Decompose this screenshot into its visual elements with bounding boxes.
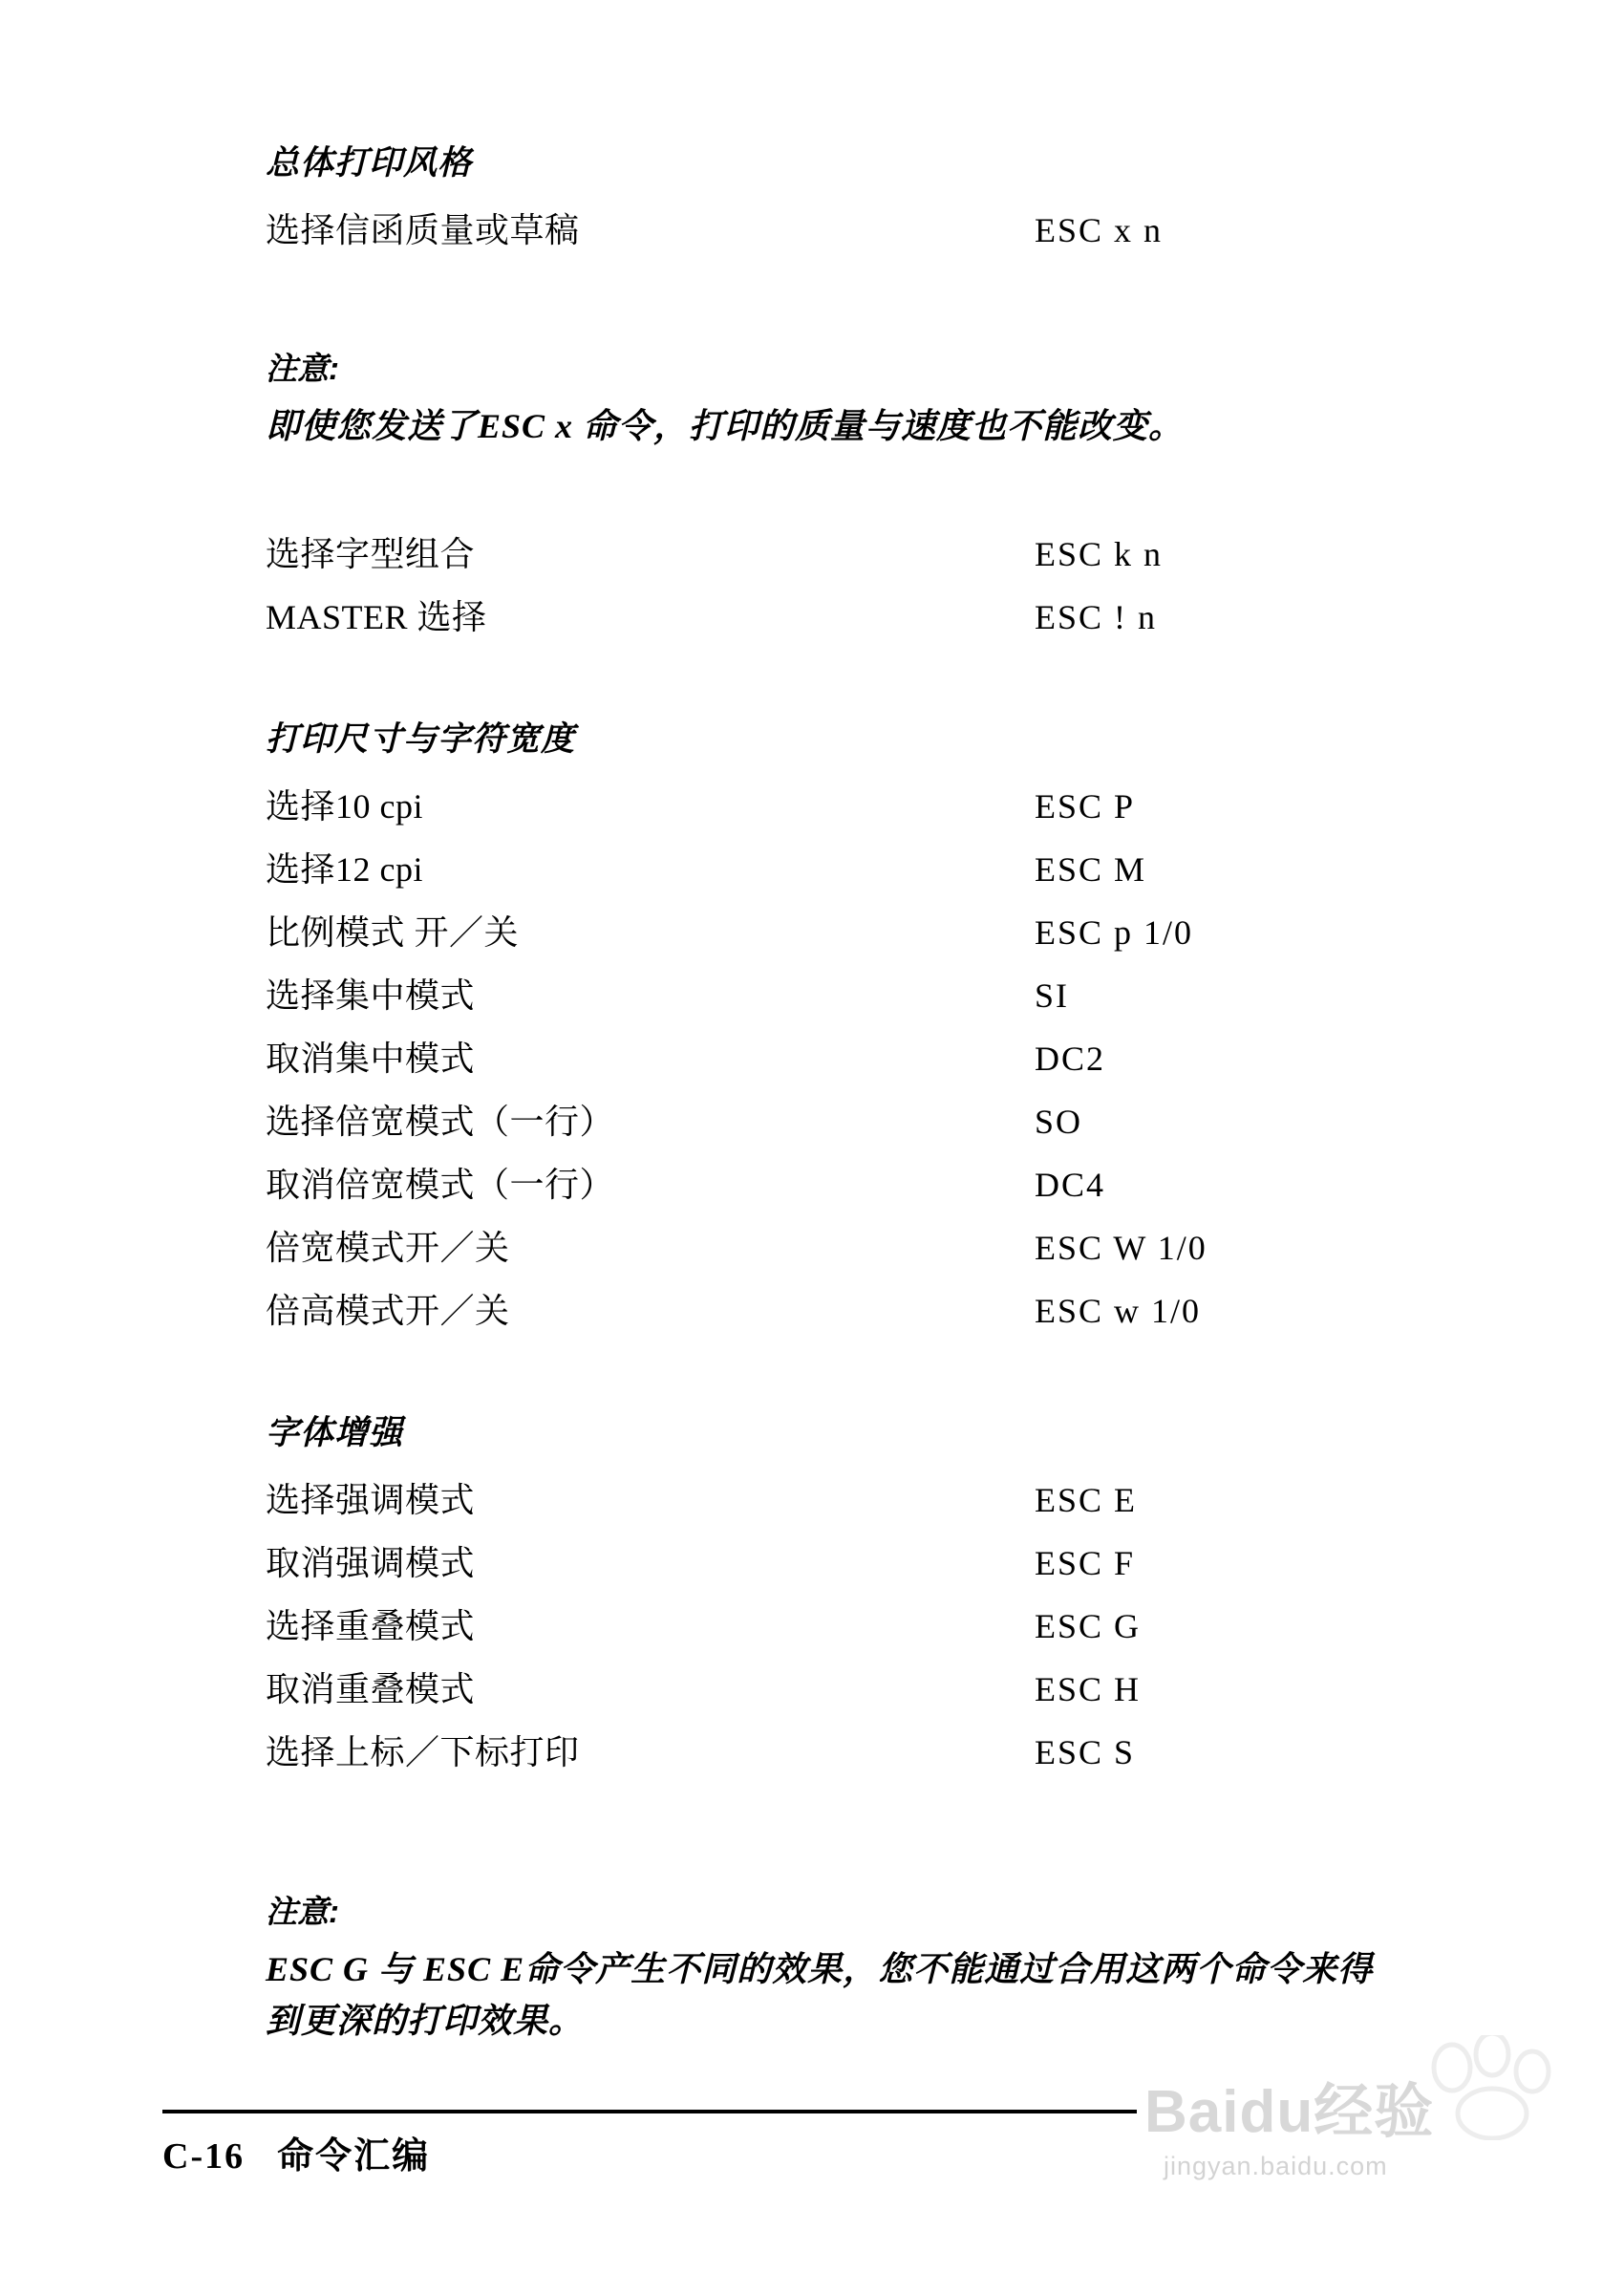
command-code: ESC F <box>1035 1544 1136 1582</box>
note-block-1 <box>266 344 1393 452</box>
command-row <box>266 1595 1393 1658</box>
command-label: 选择信函质量或草稿 <box>266 211 580 249</box>
command-label: 倍宽模式开／关 <box>266 1229 510 1267</box>
command-row <box>266 586 1393 649</box>
command-row <box>266 199 1393 262</box>
command-code: SO <box>1035 1103 1083 1141</box>
command-label: 选择12 cpi <box>266 850 423 889</box>
command-code: ESC M <box>1035 850 1147 889</box>
note-title: 注意: <box>266 1894 339 1929</box>
command-row <box>266 1532 1393 1595</box>
section-overall-print-style <box>266 143 1393 262</box>
command-code: ESC w 1/0 <box>1035 1292 1202 1330</box>
section-font-enhancement <box>266 1413 1393 1784</box>
command-label: 取消倍宽模式（一行） <box>266 1166 615 1204</box>
command-row <box>266 901 1393 964</box>
command-row <box>266 1216 1393 1279</box>
command-label: 选择重叠模式 <box>266 1607 476 1645</box>
spacer <box>266 1784 1393 1855</box>
command-code: DC2 <box>1035 1040 1106 1078</box>
command-label: 选择字型组合 <box>266 535 476 573</box>
command-row <box>266 838 1393 901</box>
command-code: ESC ! n <box>1035 598 1158 636</box>
command-code: ESC G <box>1035 1607 1142 1645</box>
spacer <box>266 1342 1393 1413</box>
spacer <box>266 262 1393 311</box>
command-label: 取消重叠模式 <box>266 1670 476 1708</box>
spacer <box>266 452 1393 523</box>
command-row <box>266 1658 1393 1721</box>
command-code: ESC p 1/0 <box>1035 913 1194 952</box>
command-label: 取消集中模式 <box>266 1040 476 1078</box>
note-body: 即使您发送了ESC x 命令，打印的质量与速度也不能改变。 <box>266 407 1185 445</box>
command-label: 比例模式 开／关 <box>266 913 520 952</box>
note-title: 注意: <box>266 351 339 386</box>
command-row <box>266 1153 1393 1216</box>
command-label: 倍高模式开／关 <box>266 1292 510 1330</box>
paw-print-icon <box>1423 2035 1567 2140</box>
command-code: ESC H <box>1035 1670 1142 1708</box>
command-code: DC4 <box>1035 1166 1106 1204</box>
note-block-2 <box>266 1887 1393 2047</box>
section-heading: 总体打印风格 <box>266 144 473 182</box>
command-row <box>266 1090 1393 1153</box>
command-code: ESC W 1/0 <box>1035 1229 1207 1267</box>
command-row <box>266 775 1393 838</box>
command-code: ESC x n <box>1035 211 1164 249</box>
section-heading: 打印尺寸与字符宽度 <box>266 720 576 758</box>
command-code: ESC P <box>1035 787 1136 826</box>
command-row <box>266 1027 1393 1090</box>
group-font-selection <box>266 523 1393 649</box>
section-heading: 字体增强 <box>266 1414 404 1451</box>
command-label: MASTER 选择 <box>266 598 487 636</box>
footer <box>162 2126 430 2178</box>
command-code: ESC k n <box>1035 535 1164 573</box>
spacer <box>266 649 1393 719</box>
command-row <box>266 964 1393 1027</box>
watermark <box>1137 2035 1586 2226</box>
command-code: ESC S <box>1035 1733 1136 1771</box>
command-label: 选择上标／下标打印 <box>266 1733 580 1771</box>
page-content <box>266 143 1393 2047</box>
command-row <box>266 1279 1393 1342</box>
command-label: 选择倍宽模式（一行） <box>266 1103 615 1141</box>
footer-divider <box>162 2110 1137 2113</box>
command-row <box>266 1721 1393 1784</box>
footer-page-number: C-16 <box>162 2136 246 2177</box>
note-body: ESC G 与 ESC E命令产生不同的效果，您不能通过合用这两个命令来得到更深的打印效果。 <box>266 1950 1374 2040</box>
footer-title: 命令汇编 <box>277 2136 431 2177</box>
command-row <box>266 523 1393 586</box>
watermark-url: jingyan.baidu.com <box>1164 2152 1388 2180</box>
command-code: ESC E <box>1035 1481 1138 1519</box>
command-label: 选择集中模式 <box>266 976 476 1015</box>
command-label: 选择10 cpi <box>266 787 423 826</box>
command-code: SI <box>1035 976 1070 1015</box>
command-label: 选择强调模式 <box>266 1481 476 1519</box>
command-label: 取消强调模式 <box>266 1544 476 1582</box>
command-row <box>266 1469 1393 1532</box>
section-print-size-width <box>266 719 1393 1342</box>
watermark-text: Baidu经验 <box>1144 2079 1435 2145</box>
